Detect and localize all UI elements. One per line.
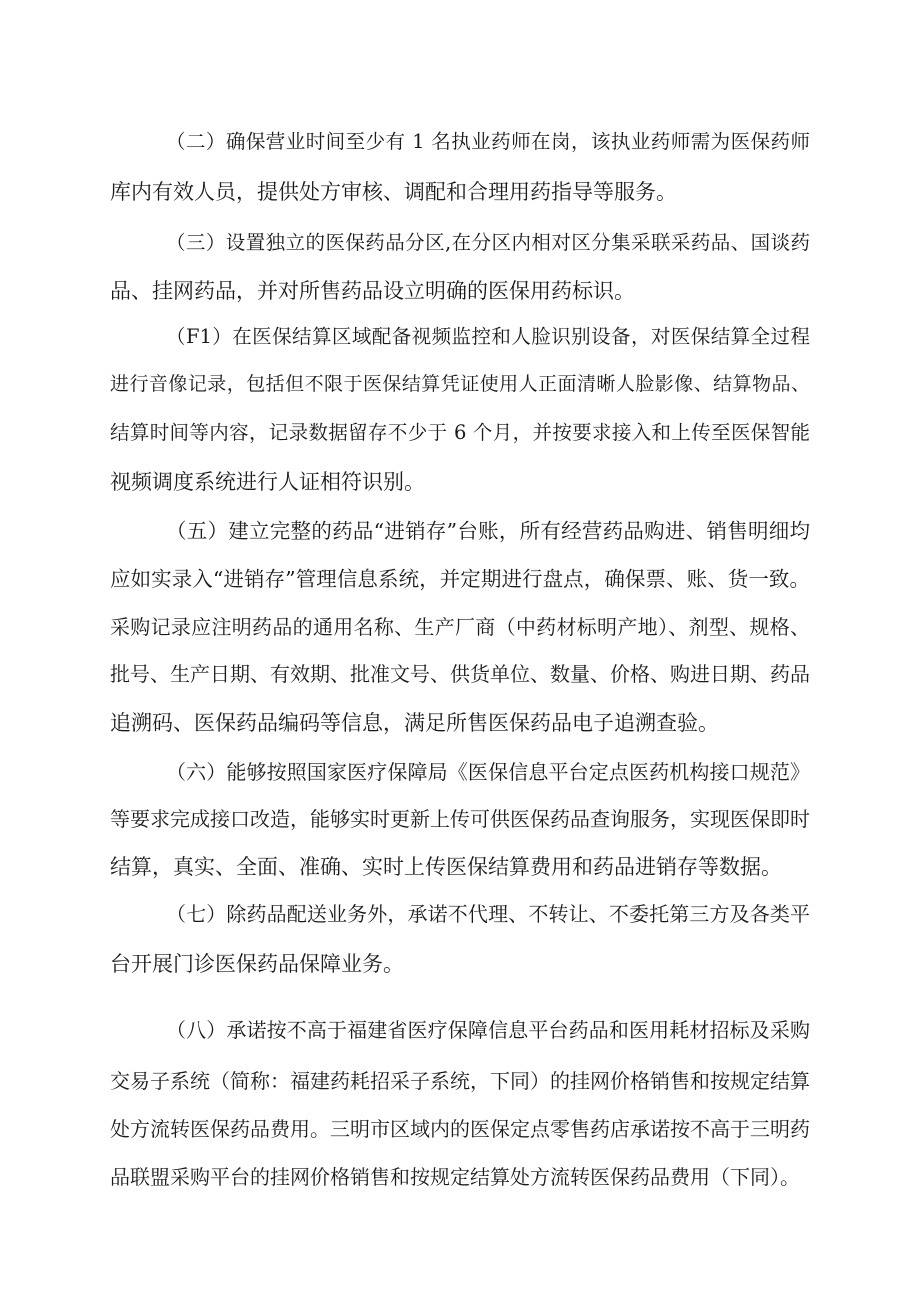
text-line: 库内有效人员，提供处方审核、调配和合理用药指导等服务。 [110, 180, 677, 204]
text-line: 台开展门诊医保药品保障业务。 [110, 952, 404, 976]
text-line: 追溯码、医保药品编码等信息，满足所售医保药品电子追溯查验。 [110, 711, 719, 735]
text-line: （二）确保营业时间至少有 1 名执业药师在岗，该执业药师需为医保药师 [166, 130, 810, 153]
text-line: 批号、生产日期、有效期、批准文号、供货单位、数量、价格、购进日期、药品 [110, 662, 810, 686]
text-line: 结算，真实、全面、准确、实时上传医保结算费用和药品进销存等数据。 [110, 855, 782, 879]
text-line: 品、挂网药品，并对所售药品设立明确的医保用药标识。 [110, 279, 635, 303]
text-line: 处方流转医保药品费用。三明市区域内的医保定点零售药店承诺按不高于三明药 [110, 1117, 810, 1141]
text-line: 应如实录入“进销存”管理信息系统，并定期进行盘点，确保票、账、货一致。 [110, 567, 810, 591]
text-line: （八）承诺按不高于福建省医疗保障信息平台药品和医用耗材招标及采购 [166, 1018, 810, 1042]
text-line: （五）建立完整的药品“进销存”台账，所有经营药品购进、销售明细均 [166, 519, 810, 543]
text-line: 采购记录应注明药品的通用名称、生产厂商（中药材标明产地）、剂型、规格、 [110, 615, 810, 639]
text-line: 等要求完成接口改造，能够实时更新上传可供医保药品查询服务，实现医保即时 [110, 807, 810, 831]
text-line: （六）能够按照国家医疗保障局《医保信息平台定点医药机构接口规范》 [166, 760, 810, 784]
text-line: 交易子系统（简称：福建药耗招采子系统，下同）的挂网价格销售和按规定结算 [110, 1069, 810, 1093]
text-line: 结算时间等内容，记录数据留存不少于 6 个月，并按要求接入和上传至医保智能 [110, 421, 810, 444]
text-line: （三）设置独立的医保药品分区,在分区内相对区分集采联采药品、国谈药 [166, 231, 810, 254]
text-line: 品联盟采购平台的挂网价格销售和按规定结算处方流转医保药品费用（下同）。 [110, 1165, 800, 1189]
text-line: 视频调度系统进行人证相符识别。 [110, 470, 425, 494]
text-line: 进行音像记录，包括但不限于医保结算凭证使用人正面清晰人脸影像、结算物品、 [110, 373, 810, 395]
text-line: （七）除药品配送业务外，承诺不代理、不转让、不委托第三方及各类平 [166, 902, 810, 926]
text-line: （F1）在医保结算区域配备视频监控和人脸识别设备，对医保结算全过程 [166, 325, 810, 348]
